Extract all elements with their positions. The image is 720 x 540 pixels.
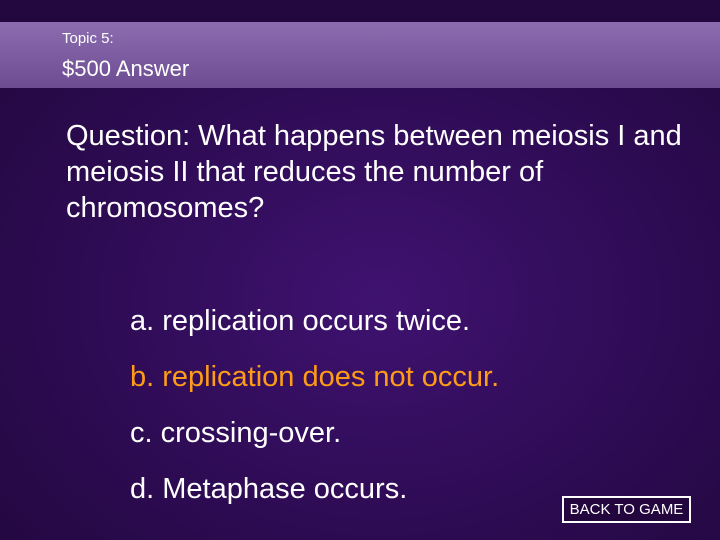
topic-label: Topic 5: <box>62 30 114 47</box>
choice-a: a. replication occurs twice. <box>130 305 471 337</box>
choice-d: d. Metaphase occurs. <box>130 473 408 505</box>
back-to-game-button[interactable]: BACK TO GAME <box>562 496 691 523</box>
question-text: Question: What happens between meiosis I and meiosis II that reduces the number of chromosomes? <box>66 120 682 224</box>
choice-b-highlighted: b. replication does not occur. <box>130 361 500 393</box>
top-strip <box>0 0 720 22</box>
answer-choices <box>130 302 499 526</box>
choice-c: c. crossing-over. <box>130 417 342 449</box>
answer-title: $500 Answer <box>62 56 190 81</box>
